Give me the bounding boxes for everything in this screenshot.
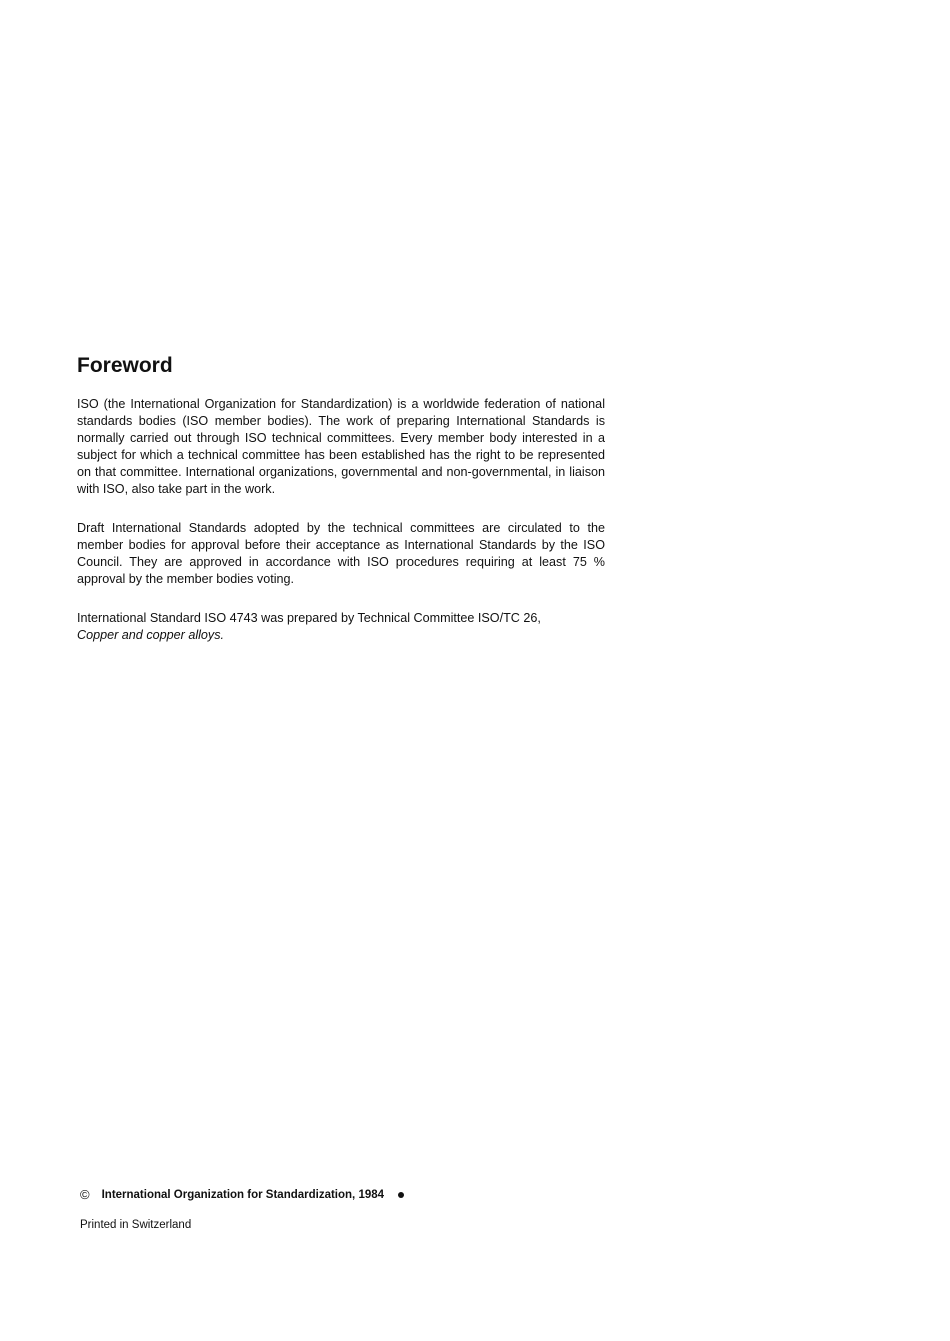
bullet-icon — [398, 1192, 404, 1198]
committee-title: Copper and copper alloys. — [77, 628, 225, 642]
copyright-text: International Organization for Standardization, 1984 — [101, 1189, 385, 1201]
copyright-line — [80, 1186, 404, 1204]
printed-in-text: Printed in Switzerland — [80, 1219, 192, 1231]
foreword-heading: Foreword — [77, 354, 173, 377]
foreword-paragraph-1: ISO (the International Organization for Standardization) is a worldwide federation of national standards bodies (ISO member bodies). The work of preparing International Standards is normally carried out through ISO technical committees. Every member body interested in a subject for which a technical committee has been established has the right to be represented on that committee. International organizations, governmental and non-governmental, in liaison with ISO, also take part in the work. — [77, 397, 605, 496]
foreword-paragraph-3 — [77, 610, 605, 644]
prepared-by-text: International Standard ISO 4743 was prepared by Technical Committee ISO/TC 26, — [77, 611, 541, 625]
foreword-section — [77, 352, 605, 666]
foreword-paragraph-2: Draft International Standards adopted by the technical committees are circulated to the member bodies for approval before their acceptance as International Standards by the ISO Council. They are approved in accordance with ISO procedures requiring at least 75 % approval by the member bodies voting. — [77, 521, 605, 586]
copyright-icon: © — [80, 1187, 90, 1202]
